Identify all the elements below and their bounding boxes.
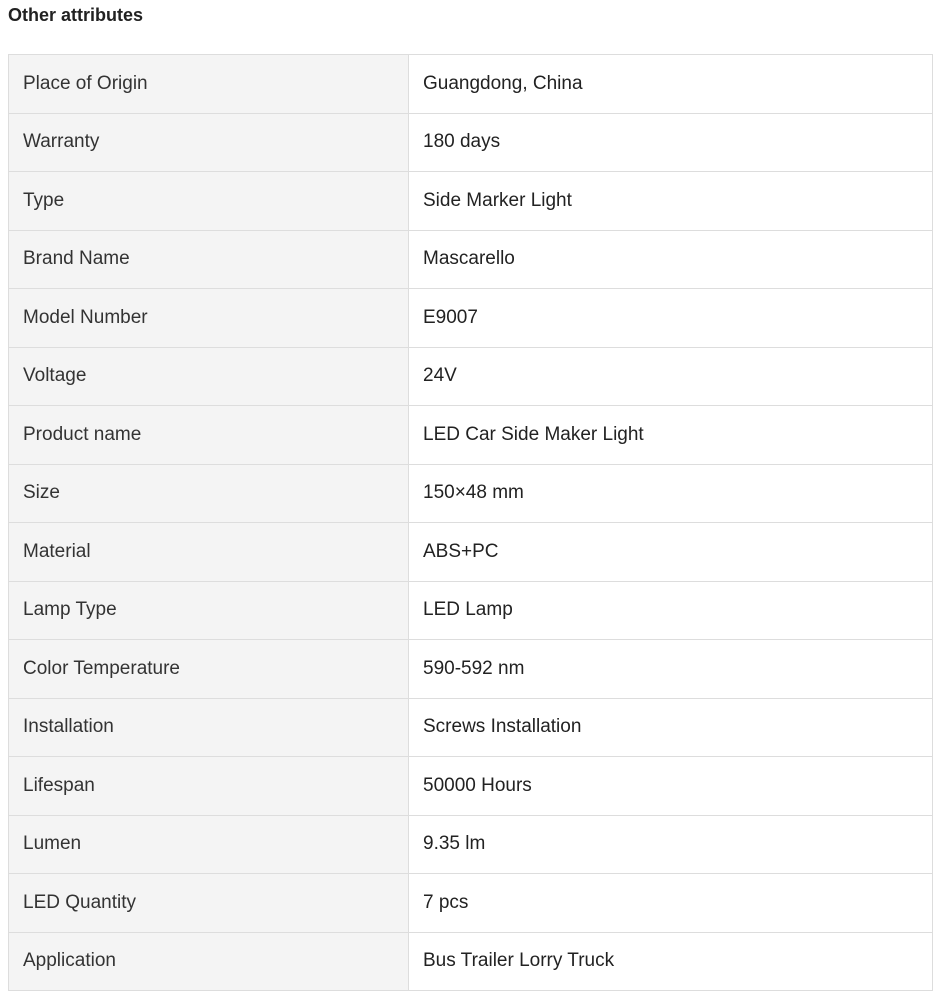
table-row bbox=[9, 347, 933, 406]
attribute-value: Guangdong, China bbox=[409, 55, 933, 114]
attribute-name: LED Quantity bbox=[9, 874, 409, 933]
attribute-name: Warranty bbox=[9, 113, 409, 172]
attribute-value: 150×48 mm bbox=[409, 464, 933, 523]
table-row bbox=[9, 932, 933, 991]
attribute-value: Screws Installation bbox=[409, 698, 933, 757]
attribute-name: Material bbox=[9, 523, 409, 582]
attribute-value: 7 pcs bbox=[409, 874, 933, 933]
attribute-name: Lifespan bbox=[9, 757, 409, 816]
attribute-value: 590-592 nm bbox=[409, 640, 933, 699]
attribute-value: 24V bbox=[409, 347, 933, 406]
table-row bbox=[9, 113, 933, 172]
attribute-name: Model Number bbox=[9, 289, 409, 348]
attribute-value: 180 days bbox=[409, 113, 933, 172]
table-row bbox=[9, 640, 933, 699]
attribute-name: Brand Name bbox=[9, 230, 409, 289]
attribute-value: LED Lamp bbox=[409, 581, 933, 640]
table-row bbox=[9, 55, 933, 114]
attribute-name: Application bbox=[9, 932, 409, 991]
attribute-name: Color Temperature bbox=[9, 640, 409, 699]
attribute-value: 9.35 lm bbox=[409, 815, 933, 874]
attribute-value: Bus Trailer Lorry Truck bbox=[409, 932, 933, 991]
attribute-name: Place of Origin bbox=[9, 55, 409, 114]
table-row bbox=[9, 406, 933, 465]
attribute-name: Lamp Type bbox=[9, 581, 409, 640]
attribute-value: Side Marker Light bbox=[409, 172, 933, 231]
table-row bbox=[9, 289, 933, 348]
table-row bbox=[9, 874, 933, 933]
table-row bbox=[9, 757, 933, 816]
attribute-name: Lumen bbox=[9, 815, 409, 874]
attribute-name: Installation bbox=[9, 698, 409, 757]
table-row bbox=[9, 464, 933, 523]
table-row bbox=[9, 698, 933, 757]
attribute-name: Voltage bbox=[9, 347, 409, 406]
attribute-value: LED Car Side Maker Light bbox=[409, 406, 933, 465]
table-row bbox=[9, 523, 933, 582]
section-title: Other attributes bbox=[8, 5, 144, 25]
table-row bbox=[9, 815, 933, 874]
attribute-value: Mascarello bbox=[409, 230, 933, 289]
attribute-value: 50000 Hours bbox=[409, 757, 933, 816]
attribute-name: Size bbox=[9, 464, 409, 523]
table-row bbox=[9, 581, 933, 640]
table-row bbox=[9, 230, 933, 289]
table-row bbox=[9, 172, 933, 231]
attribute-value: E9007 bbox=[409, 289, 933, 348]
attribute-value: ABS+PC bbox=[409, 523, 933, 582]
attribute-name: Type bbox=[9, 172, 409, 231]
attributes-table bbox=[8, 54, 933, 991]
attribute-name: Product name bbox=[9, 406, 409, 465]
